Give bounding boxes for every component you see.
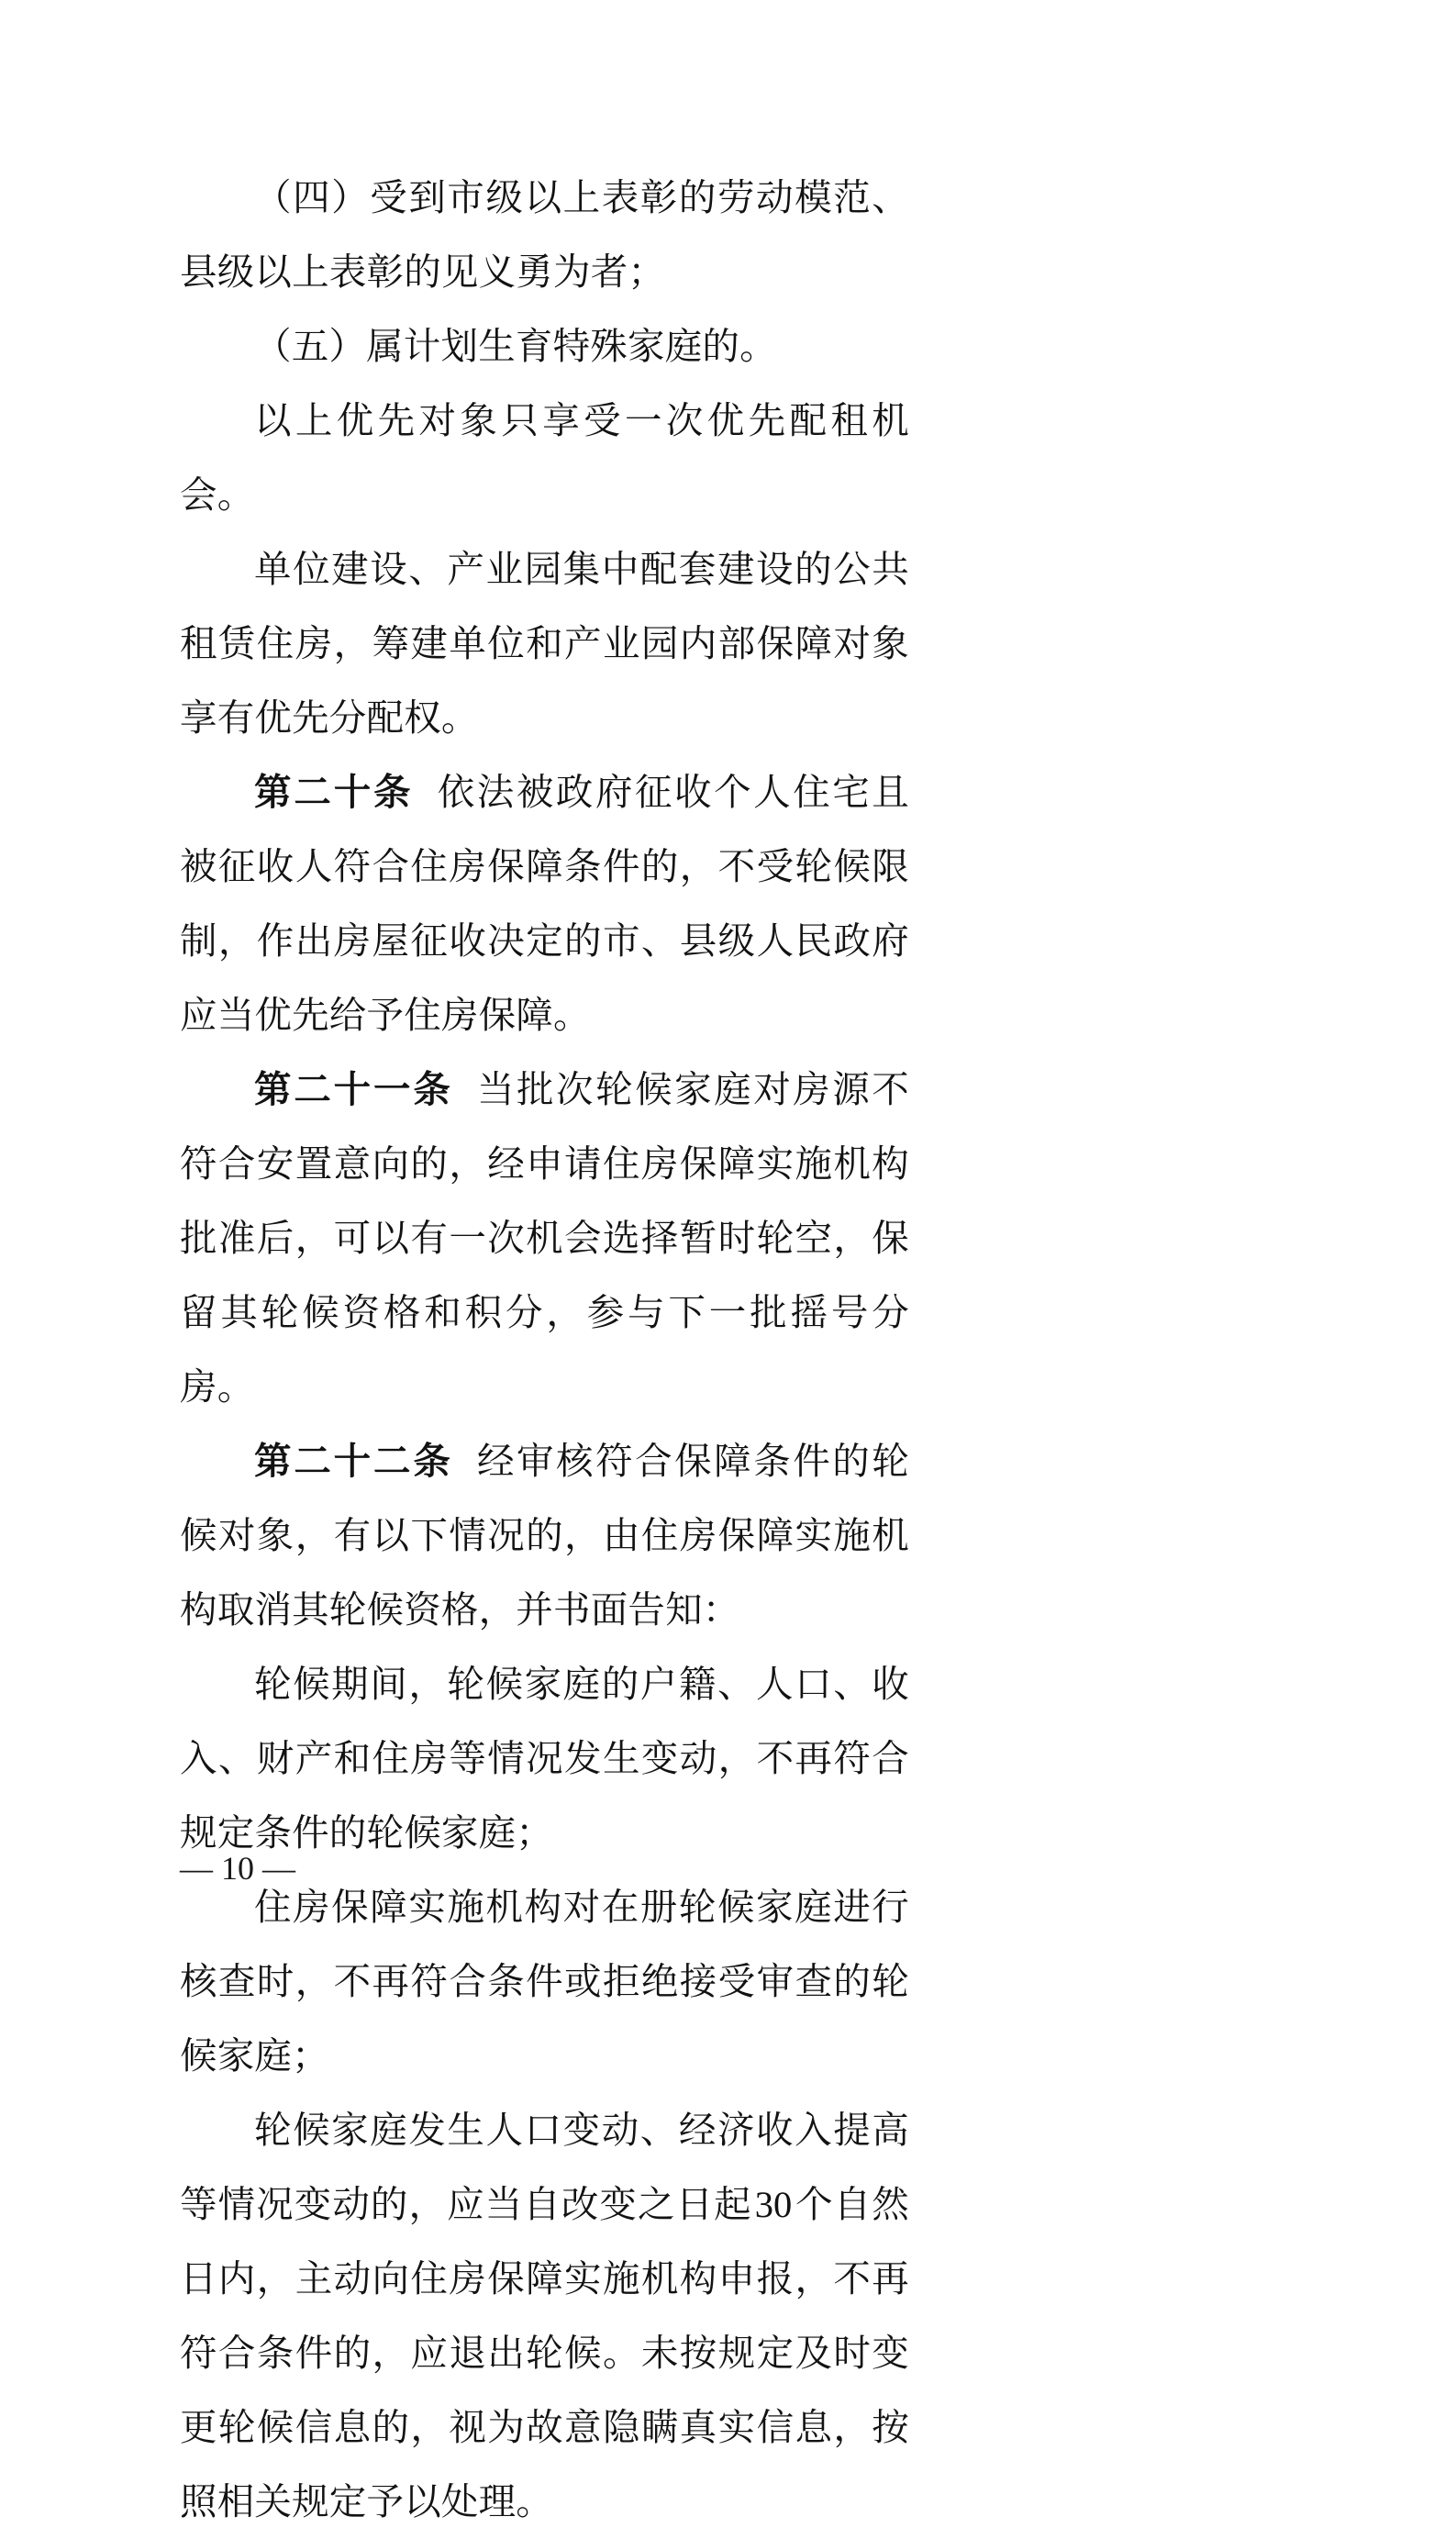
paragraph-text: 经审核符合保障条件的轮候对象，有以下情况的，由住房保障实施机构取消其轮候资格，并书面告知：: [180, 1441, 909, 1631]
paragraph-article-21: [180, 1052, 909, 1424]
paragraph-text-before-number: 轮候家庭发生人口变动、经济收入提高等情况变动的，应当自改变之日起: [180, 2110, 909, 2225]
paragraph-condition-3: [180, 2093, 909, 2539]
paragraph-text: 轮候期间，轮候家庭的户籍、人口、收入、财产和住房等情况发生变动，不再符合规定条件的轮候家庭；: [180, 1664, 909, 1854]
page-number-label: — 10 —: [180, 1850, 295, 1887]
article-label-22: 第二十二条: [254, 1439, 453, 1483]
paragraph-text: 当批次轮候家庭对房源不符合安置意向的，经申请住房保障实施机构批准后，可以有一次机会选择暂时轮空，保留其轮候资格和积分，参与下一批摇号分房。: [180, 1069, 909, 1408]
paragraph-unit-park-note: [180, 532, 909, 755]
paragraph-text: 依法被政府征收个人住宅且被征收人符合住房保障条件的，不受轮候限制，作出房屋征收决定的市、县级人民政府应当优先给予住房保障。: [180, 772, 910, 1036]
page-number-footer: [180, 1846, 909, 1890]
paragraph-text: （五）属计划生育特殊家庭的。: [254, 326, 777, 367]
paragraph-text: 住房保障实施机构对在册轮候家庭进行核查时，不再符合条件或拒绝接受审查的轮候家庭；: [180, 1887, 909, 2077]
paragraph-article-22: [180, 1424, 909, 1647]
paragraph-article-20: [180, 755, 909, 1052]
day-count-number: 30: [754, 2184, 793, 2225]
paragraph-condition-1: [180, 1647, 909, 1870]
paragraph-priority-note: [180, 384, 909, 532]
paragraph-text-after-number: 个自然日内，主动向住房保障实施机构申报，不再符合条件的，应退出轮候。未按规定及时变更轮候信息的，视为故意隐瞒真实信息，按照相关规定予以处理。: [180, 2184, 909, 2522]
paragraph-text: 以上优先对象只享受一次优先配租机会。: [180, 400, 909, 516]
article-label-21: 第二十一条: [254, 1067, 453, 1111]
paragraph-item-5: [180, 309, 909, 384]
paragraph-text: 单位建设、产业园集中配套建设的公共租赁住房，筹建单位和产业园内部保障对象享有优先分配权。: [180, 549, 909, 739]
paragraph-item-4: [180, 161, 909, 309]
article-label-20: 第二十条: [254, 770, 414, 814]
document-body: [180, 161, 909, 2539]
paragraph-text: （四）受到市级以上表彰的劳动模范、县级以上表彰的见义勇为者；: [180, 177, 909, 293]
